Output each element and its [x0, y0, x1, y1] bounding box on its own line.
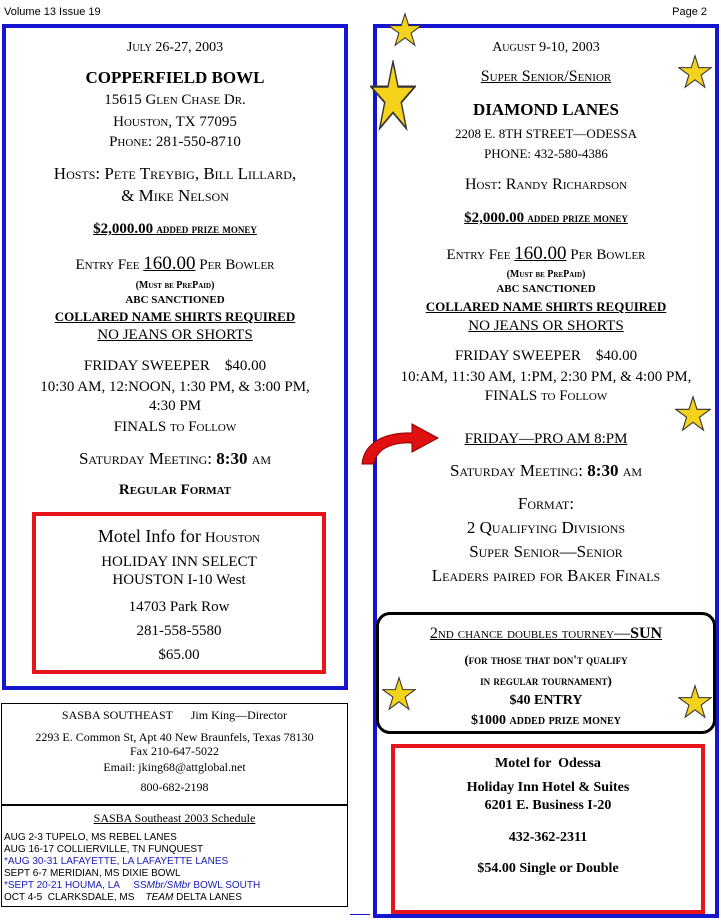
- tournament-format: Regular Format: [118, 482, 232, 498]
- curved-arrow-icon: [356, 420, 442, 468]
- abc-sanctioned: ABC SANCTIONED: [125, 294, 225, 306]
- hosts-line-2: & Mike Nelson: [121, 186, 229, 205]
- saturday-meeting: Saturday Meeting: 8:30 am: [449, 461, 643, 480]
- prepaid-note: (Must be PrePaid): [135, 280, 215, 291]
- venue-street: 15615 Glen Chase Dr.: [104, 92, 246, 108]
- star-icon: [675, 395, 711, 433]
- entry-fee: Entry Fee 160.00 Per Bowler: [446, 243, 646, 264]
- schedule-row: AUG 16-17 COLLIERVILLE, TN FUNQUEST: [4, 844, 204, 855]
- venue-city: Houston, TX 77095: [113, 114, 237, 130]
- page-number: Page 2: [672, 6, 707, 18]
- format-title: Format:: [517, 494, 575, 513]
- star-icon: [678, 54, 712, 90]
- no-jeans: NO JEANS OR SHORTS: [468, 318, 624, 334]
- sweeper-times: 10:AM, 11:30 AM, 1:PM, 2:30 PM, & 4:00 PM,: [400, 369, 692, 385]
- sweeper-times-2: 4:30 PM: [148, 398, 202, 414]
- motel-phone: 432-362-2311: [508, 830, 588, 845]
- motel-location: HOUSTON I-10 West: [112, 572, 246, 588]
- event-date: August 9-10, 2003: [492, 40, 600, 55]
- star-icon: [382, 676, 416, 712]
- contact-fax: Fax 210-647-5022: [130, 744, 219, 758]
- doubles-tourney-box: [376, 612, 716, 734]
- host-line: Host: Randy Richardson: [464, 176, 628, 193]
- friday-pro-am: FRIDAY—PRO AM 8:PM: [464, 431, 628, 447]
- motel-rate: $54.00 Single or Double: [477, 861, 619, 876]
- finals-note: FINALS to Follow: [113, 419, 237, 435]
- schedule-title: SASBA Southeast 2003 Schedule: [93, 811, 256, 825]
- doubles-title: 2nd chance doubles tourney—SUN: [429, 625, 663, 642]
- venue-phone: Phone: 281-550-8710: [109, 134, 241, 150]
- doubles-note-1: (for those that don't qualify: [464, 652, 628, 667]
- prepaid-note: (Must be PrePaid): [506, 269, 586, 280]
- houston-motel-box: [32, 512, 326, 674]
- friday-sweeper: FRIDAY SWEEPER $40.00: [83, 358, 267, 374]
- venue-address: 2208 E. 8TH STREET—ODESSA: [455, 126, 637, 141]
- doubles-note-2: in regular tournament): [480, 673, 612, 688]
- contact-org: SASBA SOUTHEAST Jim King—Director: [61, 708, 288, 722]
- star-icon: [388, 12, 422, 48]
- schedule-row: *SEPT 20-21 HOUMA, LA SSMbr/SMbr BOWL SOUTH: [4, 880, 261, 891]
- houston-tournament-panel: [2, 24, 348, 690]
- event-date: July 26-27, 2003: [126, 40, 224, 55]
- motel-rate: $65.00: [158, 647, 200, 663]
- odessa-motel-box: [391, 744, 705, 914]
- doubles-entry: $40 ENTRY: [509, 693, 583, 708]
- saturday-meeting: Saturday Meeting: 8:30 am: [78, 449, 272, 468]
- contact-phone: 800-682-2198: [140, 780, 209, 794]
- motel-title: Motel for Odessa: [495, 756, 601, 771]
- schedule-row: AUG 2-3 TUPELO, MS REBEL LANES: [4, 832, 177, 843]
- no-jeans: NO JEANS OR SHORTS: [97, 327, 253, 343]
- motel-address: 6201 E. Business I-20: [484, 798, 612, 813]
- motel-name: Holiday Inn Hotel & Suites: [466, 780, 630, 795]
- motel-title: Motel Info for Houston: [97, 526, 261, 546]
- entry-fee: Entry Fee 160.00 Per Bowler: [75, 253, 275, 274]
- format-line-3: Leaders paired for Baker Finals: [431, 566, 661, 585]
- divider: [350, 914, 370, 915]
- shirts-required: COLLARED NAME SHIRTS REQUIRED: [425, 299, 667, 314]
- schedule-row: OCT 4-5 CLARKSDALE, MS TEAM DELTA LANES: [4, 892, 242, 903]
- format-line-1: 2 Qualifying Divisions: [466, 518, 626, 537]
- friday-sweeper: FRIDAY SWEEPER $40.00: [454, 348, 638, 364]
- venue-name: COPPERFIELD BOWL: [85, 68, 265, 87]
- contact-address: 2293 E. Common St, Apt 40 New Braunfels, Texas 78130: [35, 730, 314, 744]
- sweeper-times-1: 10:30 AM, 12:NOON, 1:30 PM, & 3:00 PM,: [40, 379, 310, 395]
- schedule-box: [1, 805, 348, 907]
- contact-box: [1, 703, 348, 805]
- motel-phone: 281-558-5580: [136, 623, 222, 639]
- venue-name: DIAMOND LANES: [473, 100, 619, 119]
- volume-label: Volume 13 Issue 19: [4, 6, 101, 18]
- abc-sanctioned: ABC SANCTIONED: [496, 283, 596, 295]
- division-title: Super Senior/Senior: [480, 68, 612, 85]
- shirts-required: COLLARED NAME SHIRTS REQUIRED: [54, 309, 296, 324]
- format-line-2: Super Senior—Senior: [469, 542, 623, 561]
- star-icon: [370, 60, 416, 132]
- finals-note: FINALS to Follow: [484, 388, 608, 404]
- star-icon: [678, 684, 712, 720]
- motel-street: 14703 Park Row: [128, 599, 230, 615]
- venue-phone: PHONE: 432-580-4386: [484, 146, 608, 161]
- schedule-row: SEPT 6-7 MERIDIAN, MS DIXIE BOWL: [4, 868, 181, 879]
- hosts-line-1: Hosts: Pete Treybig, Bill Lillard,: [53, 164, 297, 183]
- odessa-tournament-panel: [373, 24, 719, 918]
- schedule-row: *AUG 30-31 LAFAYETTE, LA LAFAYETTE LANES: [4, 856, 229, 867]
- contact-email: Email: jking68@attglobal.net: [103, 760, 246, 774]
- motel-name: HOLIDAY INN SELECT: [101, 554, 257, 570]
- doubles-prize: $1000 added prize money: [471, 713, 621, 728]
- added-prize-money: $2,000.00 added prize money: [464, 210, 628, 226]
- added-prize-money: $2,000.00 added prize money: [93, 221, 257, 237]
